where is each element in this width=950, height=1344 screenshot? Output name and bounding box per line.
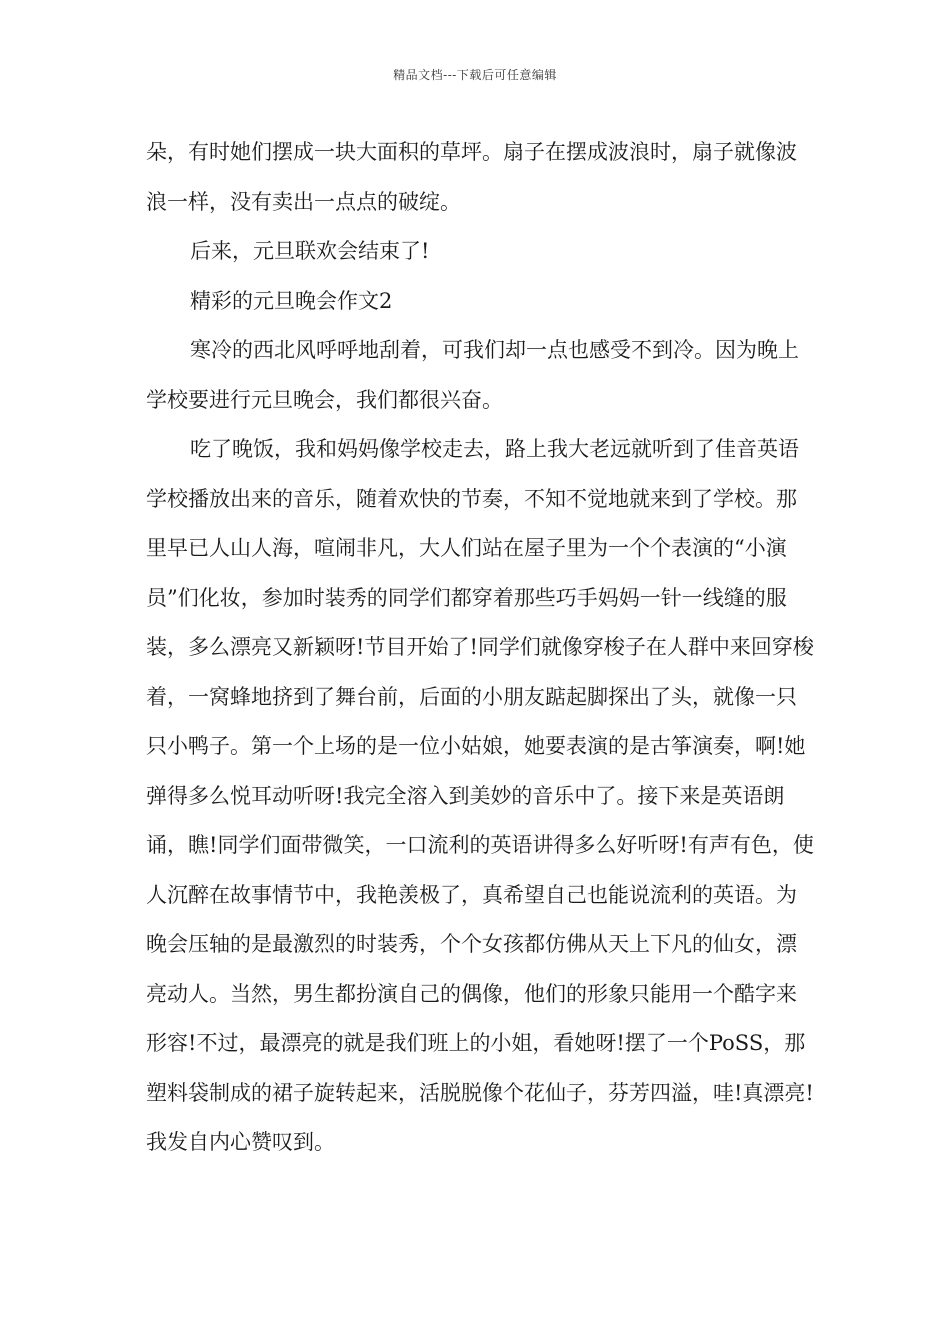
paragraph-continuation: 朵，有时她们摆成一块大面积的草坪。扇子在摆成波浪时，扇子就像波浪一样，没有卖出一点点的破绽。 bbox=[146, 140, 797, 214]
paragraph-ending: 后来，元旦联欢会结束了! bbox=[190, 239, 430, 263]
document-body bbox=[146, 128, 814, 1168]
paragraph-intro: 寒冷的西北风呼呼地刮着，可我们却一点也感受不到冷。因为晚上学校要进行元旦晚会，我们都很兴奋。 bbox=[146, 338, 799, 412]
paragraph-main: 吃了晚饭，我和妈妈像学校走去，路上我大老远就听到了佳音英语学校播放出来的音乐，随着欢快的节奏，不知不觉地就来到了学校。那里早已人山人海，喧闹非凡，大人们站在屋子里为一个个表演的“小演员”们化妆，参加时装秀的同学们都穿着那些巧手妈妈一针一线缝的服装，多么漂亮又新颖呀!节目开始了!同学们就像穿梭子在人群中来回穿梭着，一窝蜂地挤到了舞台前，后面的小朋友踮起脚探出了头，就像一只只小鸭子。第一个上场的是一位小姑娘，她要表演的是古筝演奏，啊!她弹得多么悦耳动听呀!我完全溶入到美妙的音乐中了。接下来是英语朗诵，瞧!同学们面带微笑，一口流利的英语讲得多么好听呀!有声有色，使人沉醉在故事情节中，我艳羡极了，真希望自己也能说流利的英语。为晚会压轴的是最激烈的时装秀，个个女孩都仿佛从天上下凡的仙女，漂亮动人。当然，男生都扮演自己的偶像，他们的形象只能用一个酷字来形容!不过，最漂亮的就是我们班上的小姐，看她呀!摆了一个PoSS，那塑料袋制成的裙子旋转起来，活脱脱像个花仙子，芬芳四溢，哇!真漂亮!我发自内心赞叹到。 bbox=[146, 437, 814, 1154]
essay-title: 精彩的元旦晚会作文2 bbox=[190, 288, 393, 313]
page-header: 精品文档---下载后可任意编辑 bbox=[393, 68, 557, 82]
